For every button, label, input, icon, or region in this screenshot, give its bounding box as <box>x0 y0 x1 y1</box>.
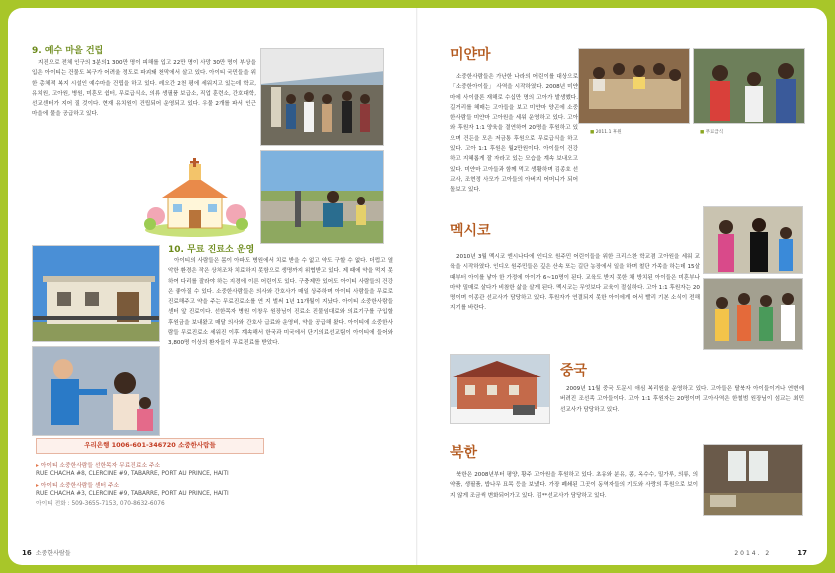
myanmar-body: 소중한사람들은 가난한 나라의 어린이를 대상으로 「소중한아이들」 사역을 시작하였다. 2008년 미얀마에 사이클론 재해로 수십만 명의 고아가 발생했다. 길거리를 헤매는 고아들을 보고 미얀마 양곤에 소중한사람들 미얀마 고아원을 세워 운영하고 있다. 고아와 후원자 1:1 양육을 결연하여 20명을 후원하고 있으며 건든을 모은 저금통 후원으로 무료급식을 하고 있다. 고아 1:1 후원은 월2만원이다. 아이들이 건강하고 지혜롭게 잘 자라고 있는 모습을 계속 보내오고 있다. 미얀마 고아들과 함께 먹고 생활하며 김종호 선교사, 조현정 사모가 고아들의 아버지 어머니가 되어 돌보고 있다. <box>450 74 578 194</box>
left-page-footer <box>22 548 71 557</box>
left-page <box>8 8 418 565</box>
photo-clinic-building <box>32 245 160 342</box>
mexico-body: 2010년 3월 멕시코 엔시나다에 인디오 원주민 어린이들을 위한 크리스찬 학교겸 고아원을 세워 교육을 시작하였다. 인디오 원주민들은 깊은 산속 또는 길단 농장에서 일을 하며 철단 가족을 하는데 15살 때부터 아이를 낳아 한 가정에 아이가 6~10명이 된다. 교육도 받지 못한 채 방치된 아이들은 미혼부나 마약 밀매로 살다가 비참한 삶을 살게 된다. 멕시코는 무엇보다 교육이 절실하다. 고아 1:1 후원자는 20명이며 이종관 선교사가 담당하고 있다. 후원자가 연결되지 못한 아이에게 어서 빨리 기본 소식이 전해지기를 바란다. <box>450 254 700 312</box>
phone-number: 아이티 전화 : 509-3655-7153, 070-8632-6076 <box>36 501 165 507</box>
photo-doctor-child <box>32 346 160 436</box>
section10-title: 10. 무료 진료소 운영 <box>168 245 255 255</box>
right-page-footer <box>734 549 811 557</box>
mexico-title: 멕시코 <box>450 223 491 239</box>
china-title: 중국 <box>560 363 588 379</box>
address-center-value: RUE CHACHA #3, CLERCINE #9, TABARRE, PORT AU PRINCE, HAITI <box>36 491 229 498</box>
section10-body-top: 아이티의 사람들은 몸이 아파도 병원에서 치료 받을 수 없고 약도 구할 수 없다. 더럽고 열악한 환경은 작은 상처조차 치료하지 못함으로 생명까지 위협받고 있다. 제 때에 약을 먹지 못하여 다리를 잘라야 하는 지경에 이른 어린이도 있다. 구충제만 있어도 아이티 사람들의 건강은 좋아질 수 있다. 소중한사람들은 의사와 간호사가 매일 상주하며 아이티 사람들을 무료로 진료해주고 약을 주는 무료진료소를 연 지 벌써 1년 11개월이 지났다. 아이티 소중한사람들 센터 앞 진료이다. 선한목자 병원 이창우 원장님이 진료소 진물임대료와 의료기구를 구입할 후원금을 보내왔고 매달 의사와 간호사 급료와 운영비, 약을 공급해 왔다. 아이티에 소중한사람들 무료진료소 세워진 이후 계속해서 한국과 미국에서 단기의료선교팀이 아이티에 들어와 3,800명 이상의 환자들이 무료진료를 받았다. <box>168 258 393 347</box>
section9-body: 지진으로 전체 인구의 3분의1 300만 명이 피해를 입고 22만 명이 사망 30만 명이 부상을 입은 아이티는 건물도 복구가 어려울 정도로 파괴돼 천막에서 살고 있다. 아이티 국민들을 위한 총체적 복지 시설인 예수마을 건립을 하고 있다. 레오간 2천 평에 세워지고 있는데 학교, 유치원, 고아원, 병원, 미혼모 쉼터, 무료급식소, 의류 생필품 보급소, 직업 훈련소, 간호대학, 선교센터가 지어 질 것이다. 현재 유치원이 건립되어 운영되고 있다. 우물 2개를 파서 인근 마을에 물을 공급하고 있다. <box>32 60 256 118</box>
photo-water-well <box>260 150 384 244</box>
photo-mexico-children <box>703 206 803 274</box>
photo-china-building <box>450 354 550 424</box>
left-page-label: 소중한사람들 <box>35 550 71 557</box>
left-page-number: 16 <box>22 549 32 557</box>
right-page <box>418 8 827 565</box>
bank-account-box: 우리은행 1006-601-346720 소중한사람들 <box>36 438 264 454</box>
church-illustration <box>140 158 250 238</box>
china-body: 2009년 11월 중국 도문시 애심 복리원을 운영하고 있다. 고아들은 탈북자 아이들이거나 연변에 버려진 조선족 고아들이다. 고아 1:1 후원자는 20명이며 고아사역은 한철범 원장님이 섬교는 최민 선교사가 담당하고 있다. <box>560 386 804 413</box>
address-center <box>36 482 229 498</box>
north-korea-title: 북한 <box>450 445 478 461</box>
caption-free-meal: ■ 무료급식 <box>700 129 723 135</box>
section9-title: 9. 예수 마을 건립 <box>32 46 104 56</box>
north-korea-body: 북한은 2008년부터 평양, 황주 고아원을 후원하고 있다. 초유와 분유, 콩, 옥수수, 밀가루, 의류, 의약품, 생필품, 밥나무 묘목 등을 보냈다. 가장 폐쇄된 그곳이 동역자들의 기도와 사랑의 후원으로 보이지 않게 조금씩 변화되어가고 있다. 김**선교사가 담당하고 있다. <box>450 472 698 499</box>
address-clinic-value: RUE CHACHA #8, CLERCINE #9, TABARRE, PORT AU PRINCE, HAITI <box>36 471 229 478</box>
right-page-number: 17 <box>797 549 807 557</box>
address-clinic <box>36 462 229 478</box>
myanmar-title: 미얀마 <box>450 47 491 63</box>
photo-village-group <box>260 48 384 146</box>
address-center-label: ▸ 아이티 소중한사람들 센터 주소 <box>36 482 229 490</box>
address-clinic-label: ▸ 아이티 소중한사람들 선한목자 무료진료소 주소 <box>36 462 229 470</box>
caption-sponsorship: ■ 2011.1 후원 <box>590 129 622 135</box>
issue-date: 2014. 2 <box>734 550 772 557</box>
photo-myanmar-children <box>693 48 805 124</box>
section10-body-continued <box>168 376 393 436</box>
photo-myanmar-meal <box>578 48 690 124</box>
photo-mexico-group <box>703 278 803 350</box>
photo-north-korea-room <box>703 444 803 516</box>
